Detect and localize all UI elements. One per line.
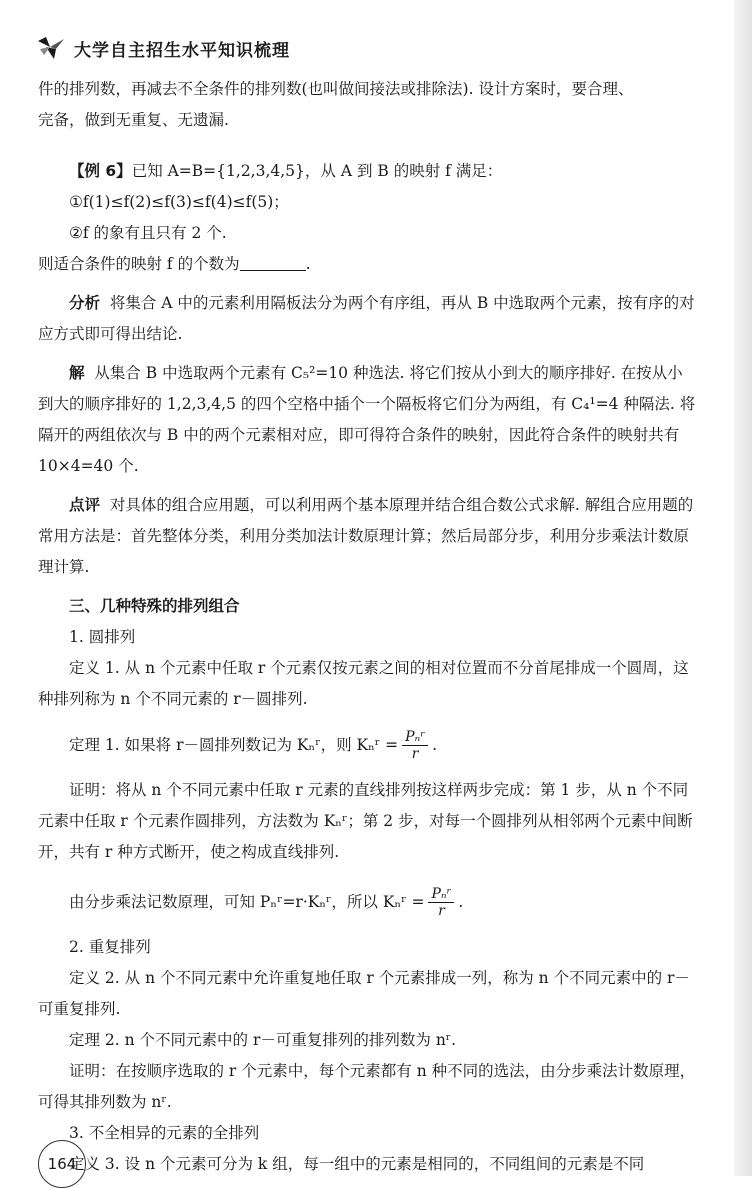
theorem-1 (38, 723, 696, 767)
question-end: . (305, 255, 311, 273)
solution-text: 从集合 B 中选取两个元素有 C₅²=10 种选法. 将它们按从小到大的顺序排好. 在按从小到大的顺序排好的 1,2,3,4,5 的四个空格中插个一个隔板将它们分为两组，有 C₄¹=4 种隔法. 将隔开的两组依次与 B 中的两个元素相对应，即可得符合条件的映射，因此符合条件的映射共有 10×4=40 个. (38, 364, 696, 475)
section-heading-3: 三、几种特殊的排列组合 (69, 597, 240, 615)
theorem-1-fraction (402, 729, 428, 762)
solution-label: 解 (69, 364, 85, 382)
definition-1: 定义 1. 从 n 个元素中任取 r 个元素仅按元素之间的相对位置而不分首尾排成一个圆周，这种排列称为 n 个不同元素的 r－圆排列. (38, 659, 689, 708)
answer-blank (240, 252, 306, 271)
definition-2: 定义 2. 从 n 个不同元素中允许重复地任取 r 个元素排成一列，称为 n 个不同元素中的 r－可重复排列. (38, 969, 690, 1018)
analysis-text: 将集合 A 中的元素利用隔板法分为两个有序组，再从 B 中选取两个元素，按有序的对应方式即可得出结论. (38, 294, 695, 343)
comment-text: 对具体的组合应用题，可以利用两个基本原理并结合组合数公式求解. 解组合应用题的常用方法是：首先整体分类，利用分类加法计数原理计算；然后局部分步，利用分步乘法计数原理计算. (38, 496, 694, 576)
subheading-repetition: 2. 重复排列 (69, 938, 151, 956)
proof-2: 证明：在按顺序选取的 r 个元素中，每个元素都有 n 种不同的选法，由分步乘法计数原理，可得其排列数为 nʳ. (38, 1062, 696, 1111)
comment-label: 点评 (69, 496, 101, 514)
proof-1: 证明：将从 n 个不同元素中任取 r 元素的直线排列按这样两步完成：第 1 步，从 n 个不同元素中任取 r 个元素作圆排列，方法数为 Kₙʳ；第 2 步，对每一个圆排列从相邻两个元素中间断开，共有 r 种方式断开，使之构成直线排列. (38, 781, 693, 861)
page-header (36, 30, 726, 66)
proof-1-conclusion (38, 880, 696, 924)
page-body (38, 74, 696, 1180)
proof-1-fraction (428, 886, 454, 919)
proof-1-conclusion-text: 由分步乘法记数原理，可知 Pₙʳ=r·Kₙʳ，所以 Kₙʳ = (69, 892, 425, 911)
example-6 (38, 156, 696, 187)
bird-logo-icon (36, 35, 66, 61)
proof-1-numerator: Pₙʳ (428, 886, 454, 903)
definition-3: 定义 3. 设 n 个元素可分为 k 组，每一组中的元素是相同的，不同组间的元素是不同 (69, 1155, 645, 1173)
theorem-1-numerator: Pₙʳ (402, 729, 428, 746)
condition-2: ②f 的象有且只有 2 个. (69, 224, 227, 242)
theorem-1-denominator: r (411, 745, 419, 762)
theorem-2: 定理 2. n 个不同元素中的 r－可重复排列的排列数为 nʳ. (69, 1031, 457, 1049)
subheading-circular: 1. 圆排列 (69, 628, 136, 646)
proof-1-denominator: r (438, 902, 445, 919)
page-number: 164 (38, 1140, 86, 1188)
intro-line-1: 件的排列数，再减去不全条件的排列数(也叫做间接法或排除法). 设计方案时，要合理、 (38, 80, 634, 98)
intro-line-2: 完备，做到无重复、无遗漏. (38, 111, 229, 129)
analysis-label: 分析 (69, 294, 101, 312)
subheading-multiset: 3. 不全相异的元素的全排列 (69, 1124, 260, 1142)
proof-1-end: . (458, 892, 464, 911)
question-line (38, 249, 696, 280)
example-label: 【例 6】 (69, 162, 132, 180)
question-text: 则适合条件的映射 f 的个数为 (38, 255, 240, 273)
condition-1: ①f(1)≤f(2)≤f(3)≤f(4)≤f(5)； (69, 193, 289, 211)
book-title: 大学自主招生水平知识梳理 (74, 40, 290, 61)
theorem-1-end: . (432, 735, 437, 754)
comment-paragraph (38, 490, 696, 583)
solution-paragraph (38, 358, 696, 482)
analysis-paragraph (38, 288, 696, 350)
example-text: 已知 A=B={1,2,3,4,5}，从 A 到 B 的映射 f 满足： (131, 162, 503, 180)
theorem-1-text: 定理 1. 如果将 r－圆排列数记为 Kₙʳ，则 Kₙʳ = (69, 735, 399, 754)
page-edge-shadow (734, 0, 752, 1176)
